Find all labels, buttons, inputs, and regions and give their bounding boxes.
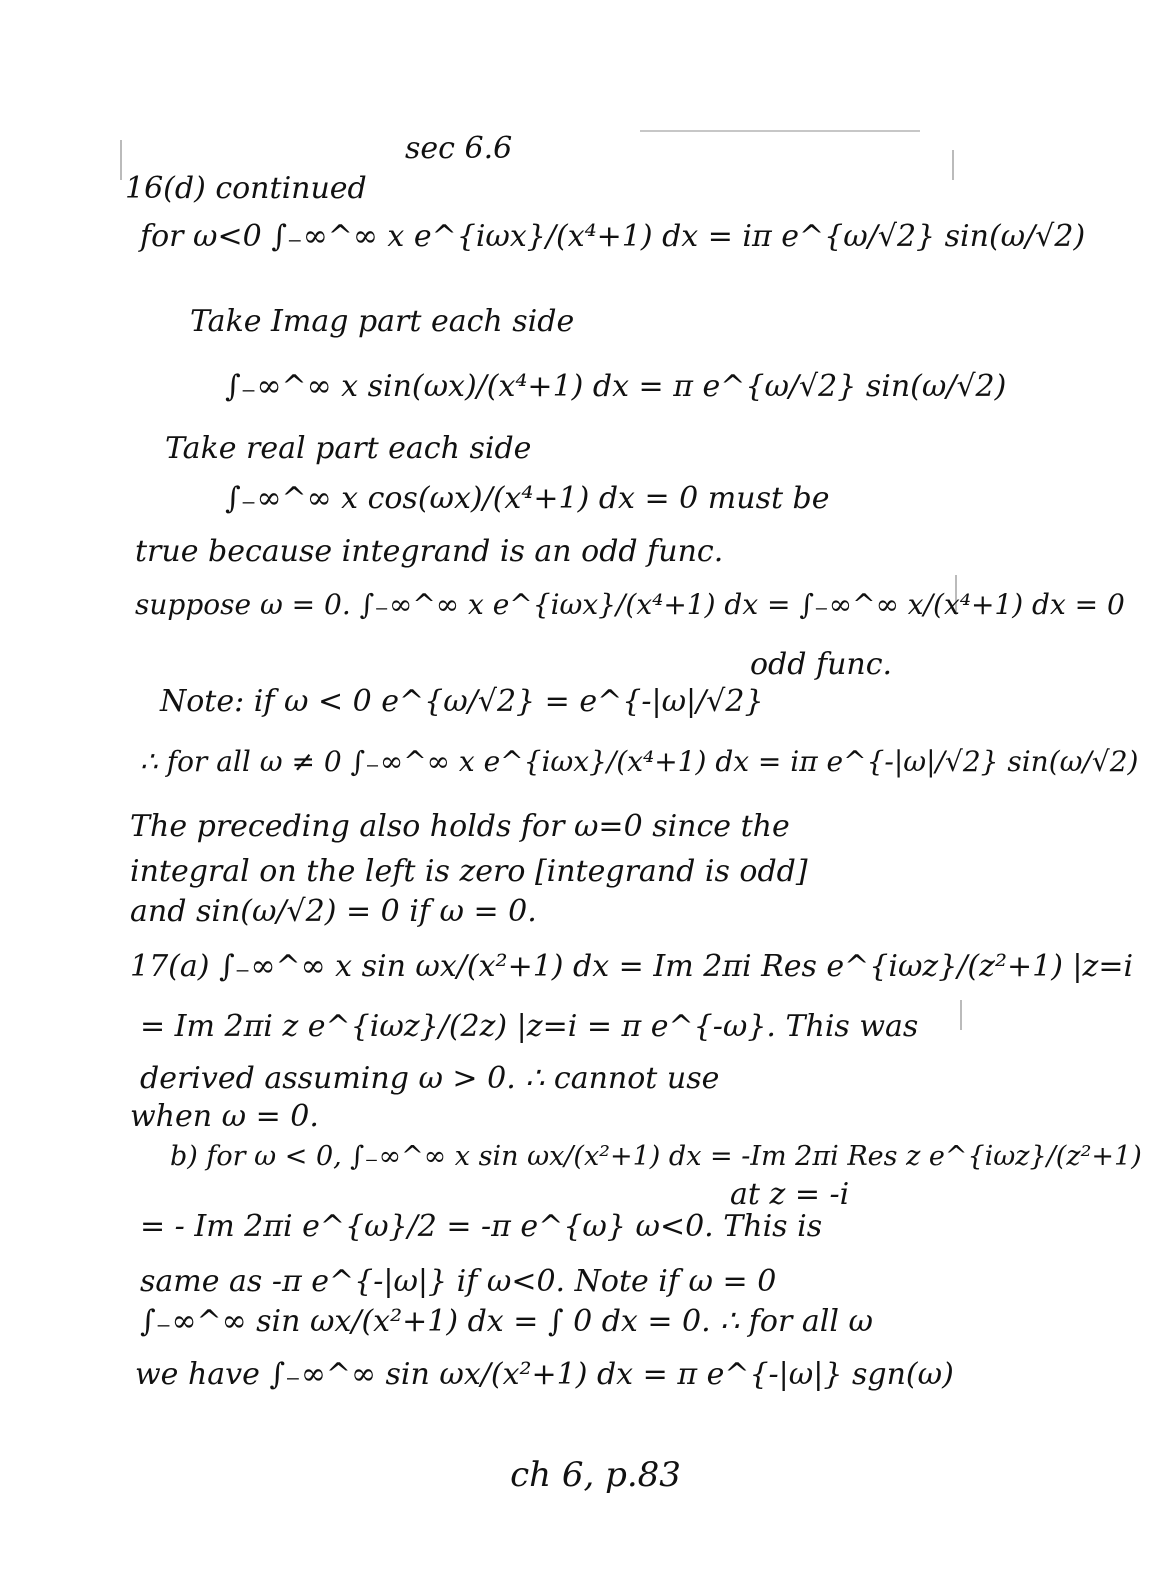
page-footer: ch 6, p.83 (510, 1455, 681, 1495)
handwritten-line: integral on the left is zero [integrand is odd] (130, 854, 808, 889)
handwritten-line: odd func. (750, 647, 893, 682)
handwritten-line: = - Im 2πi e^{ω}/2 = -π e^{ω} ω<0. This is (140, 1209, 823, 1244)
handwritten-line: when ω = 0. (130, 1099, 319, 1134)
handwritten-line: same as -π e^{-|ω|} if ω<0. Note if ω = 0 (140, 1264, 777, 1299)
handwritten-line: ∴ for all ω ≠ 0 ∫₋∞^∞ x e^{iωx}/(x⁴+1) dx = iπ e^{-|ω|/√2} sin(ω/√2) (140, 745, 1139, 778)
margin-mark (952, 150, 954, 180)
handwritten-line: for ω<0 ∫₋∞^∞ x e^{iωx}/(x⁴+1) dx = iπ e^{ω/√2} sin(ω/√2) (140, 219, 1086, 254)
handwritten-line: derived assuming ω > 0. ∴ cannot use (140, 1061, 720, 1096)
handwritten-line: suppose ω = 0. ∫₋∞^∞ x e^{iωx}/(x⁴+1) dx = ∫₋∞^∞ x/(x⁴+1) dx = 0 (135, 588, 1125, 621)
handwritten-line: Note: if ω < 0 e^{ω/√2} = e^{-|ω|/√2} (160, 684, 764, 719)
handwritten-line: at z = -i (730, 1177, 850, 1212)
handwritten-line: Take real part each side (165, 431, 532, 466)
handwritten-line: and sin(ω/√2) = 0 if ω = 0. (130, 894, 537, 929)
handwritten-line: true because integrand is an odd func. (135, 534, 724, 569)
scan-edge-line (640, 130, 920, 132)
handwritten-line: Take Imag part each side (190, 304, 575, 339)
handwritten-line: = Im 2πi z e^{iωz}/(2z) |z=i = π e^{-ω}. This was (140, 1009, 919, 1044)
handwritten-line: ∫₋∞^∞ sin ωx/(x²+1) dx = ∫ 0 dx = 0. ∴ for all ω (140, 1304, 873, 1339)
margin-mark (120, 140, 122, 180)
handwritten-line: The preceding also holds for ω=0 since the (130, 809, 790, 844)
handwritten-line: b) for ω < 0, ∫₋∞^∞ x sin ωx/(x²+1) dx = -Im 2πi Res z e^{iωz}/(z²+1) (170, 1141, 1142, 1172)
handwritten-line: 16(d) continued (125, 171, 367, 206)
handwritten-line: ∫₋∞^∞ x cos(ωx)/(x⁴+1) dx = 0 must be (225, 481, 830, 516)
handwritten-line: we have ∫₋∞^∞ sin ωx/(x²+1) dx = π e^{-|ω|} sgn(ω) (135, 1357, 954, 1392)
handwritten-line: 17(a) ∫₋∞^∞ x sin ωx/(x²+1) dx = Im 2πi Res e^{iωz}/(z²+1) |z=i (130, 949, 1134, 984)
handwritten-line: ∫₋∞^∞ x sin(ωx)/(x⁴+1) dx = π e^{ω/√2} sin(ω/√2) (225, 369, 1007, 404)
margin-mark (960, 1000, 962, 1030)
section-header: sec 6.6 (405, 131, 513, 166)
